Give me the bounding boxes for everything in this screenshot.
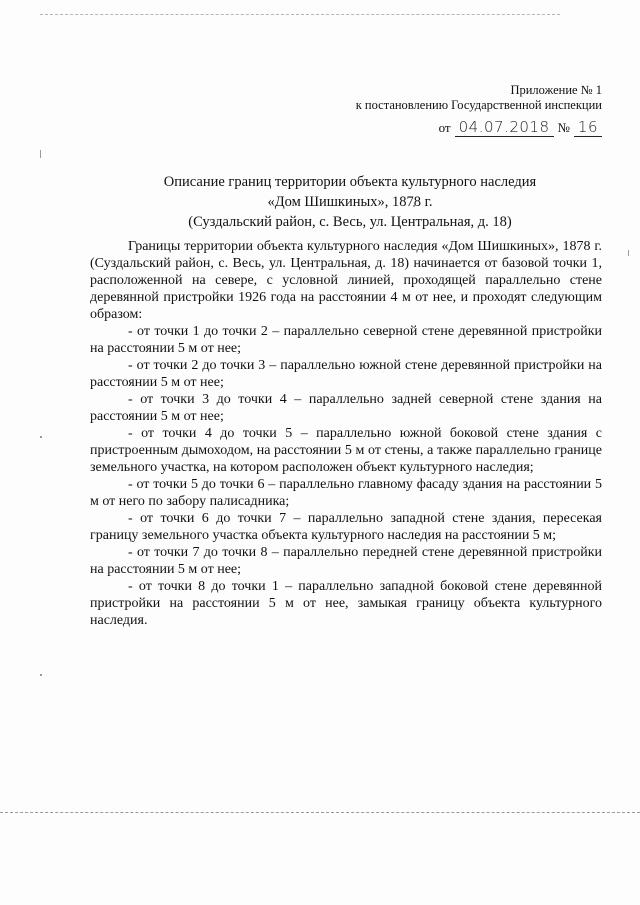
appendix-header <box>356 83 602 113</box>
decree-date-number <box>439 118 602 137</box>
scan-speck <box>628 250 629 256</box>
appendix-reference: к постановлению Государственной инспекции <box>355 98 602 112</box>
scan-artifact-bottom <box>0 812 640 813</box>
boundary-item: - от точки 4 до точки 5 – параллельно южной боковой стене здания с пристроенным дымоходом, на расстоянии 5 м от стены, а также параллельно границе земельного участка, на котором расположен объект культурного наследия; <box>90 426 602 475</box>
boundary-item: - от точки 8 до точки 1 – параллельно западной боковой стене деревянной пристройки на расстоянии 5 м от нее, замыкая границу объекта культурного наследия. <box>90 579 602 628</box>
boundary-item: - от точки 7 до точки 8 – параллельно передней стене деревянной пристройки на расстоянии 5 м от нее; <box>90 545 602 577</box>
decree-number: 16 <box>574 118 602 137</box>
title-line-1: Описание границ территории объекта культурного наследия <box>163 174 537 190</box>
document-body <box>90 238 602 629</box>
boundary-item: - от точки 1 до точки 2 – параллельно северной стене деревянной пристройки на расстоянии 5 м от нее; <box>90 324 602 356</box>
title-line-2: «Дом Шишкиных», 1878 г. <box>267 194 433 210</box>
scan-speck <box>40 674 42 676</box>
intro-paragraph: Границы территории объекта культурного наследия «Дом Шишкиных», 1878 г. (Суздальский район, с. Весь, ул. Центральная, д. 18) начинается от базовой точки 1, расположенной на севере, с условной линией, проходящей параллельно стене деревянной пристройки 1926 года на расстоянии 4 м от нее, и проходят следующим образом: <box>90 239 602 322</box>
appendix-number: Приложение № 1 <box>510 83 602 97</box>
document-title <box>0 172 640 232</box>
boundary-item: - от точки 5 до точки 6 – параллельно главному фасаду здания на расстоянии 5 м от него по забору палисадника; <box>90 477 602 509</box>
title-line-3: (Суздальский район, с. Весь, ул. Центральная, д. 18) <box>188 214 512 230</box>
scan-speck <box>40 150 41 158</box>
decree-from-label: от <box>438 120 451 135</box>
scan-artifact-top <box>40 14 560 15</box>
boundary-item: - от точки 2 до точки 3 – параллельно южной стене деревянной пристройки на расстоянии 5 м от нее; <box>90 358 602 390</box>
scan-speck <box>40 436 42 438</box>
decree-date: 04.07.2018 <box>455 118 554 137</box>
boundary-item: - от точки 6 до точки 7 – параллельно западной стене здания, пересекая границу земельного участка объекта культурного наследия на расстоянии 5 м; <box>90 511 602 543</box>
boundary-item: - от точки 3 до точки 4 – параллельно задней северной стене здания на расстоянии 5 м от нее; <box>90 392 602 424</box>
decree-number-label: № <box>557 120 570 135</box>
